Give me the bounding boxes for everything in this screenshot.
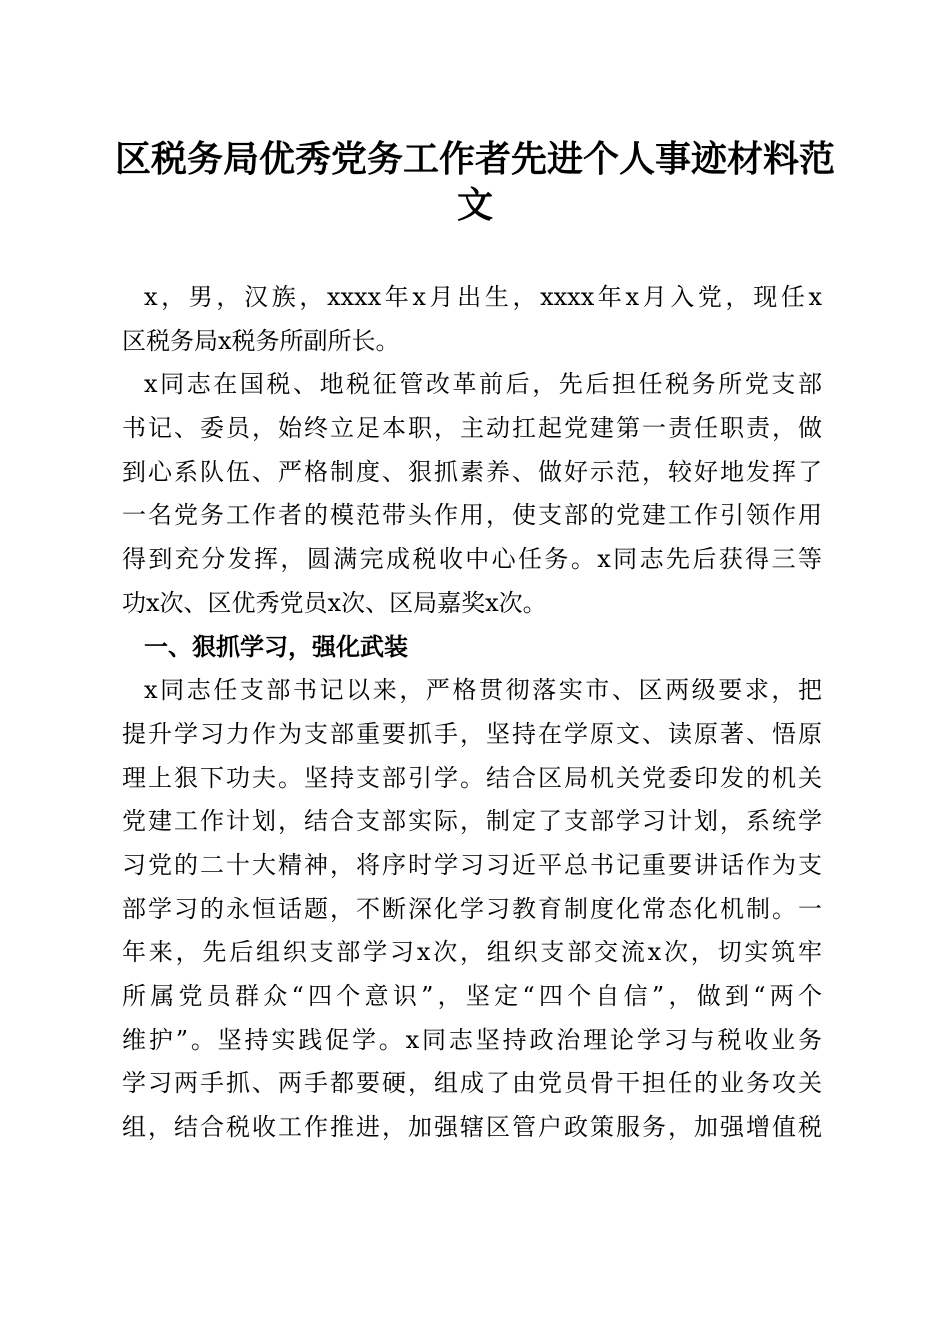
paragraph-line: x同志在国税、地税征管改革前后，先后担任税务所党支部 [144,370,822,399]
paragraph-line: 提升学习力作为支部重要抓手，坚持在学原文、读原著、悟原 [122,719,822,748]
paragraph-line: 一名党务工作者的模范带头作用，使支部的党建工作引领作用 [122,501,822,530]
paragraph-line: 书记、委员，始终立足本职，主动扛起党建第一责任职责，做 [122,414,822,443]
paragraph-line: 组，结合税收工作推进，加强辖区管户政策服务，加强增值税 [122,1113,822,1142]
paragraph-line: 年来，先后组织支部学习x次，组织支部交流x次，切实筑牢 [122,938,822,967]
paragraph-line: 维护”。坚持实践促学。x同志坚持政治理论学习与税收业务 [122,1025,822,1054]
paragraph-line: 区税务局x税务所副所长。 [122,326,400,355]
paragraph-line: x同志任支部书记以来，严格贯彻落实市、区两级要求，把 [144,676,822,705]
paragraph-line: 部学习的永恒话题，不断深化学习教育制度化常态化机制。一 [122,894,822,923]
title-line: 区税务局优秀党务工作者先进个人事迹材料范 [114,138,835,180]
paragraph-line: 功x次、区优秀党员x次、区局嘉奖x次。 [122,588,547,617]
paragraph-line: 习党的二十大精神，将序时学习习近平总书记重要讲话作为支 [122,850,822,879]
paragraph-line: 学习两手抓、两手都要硬，组成了由党员骨干担任的业务攻关 [122,1069,822,1098]
paragraph-line: 党建工作计划，结合支部实际，制定了支部学习计划，系统学 [122,807,822,836]
section-heading: 一、狠抓学习，强化武装 [144,632,408,661]
document-title [110,136,840,228]
title-line: 文 [456,184,493,226]
document-body [122,276,822,1150]
paragraph-line: 得到充分发挥，圆满完成税收中心任务。x同志先后获得三等 [122,545,822,574]
paragraph-line: 到心系队伍、严格制度、狠抓素养、做好示范，较好地发挥了 [122,457,822,486]
paragraph-line: 所属党员群众“四个意识”，坚定“四个自信”，做到“两个 [122,982,822,1010]
paragraph-line: x，男，汉族，xxxx年x月出生，xxxx年x月入党，现任x [144,283,822,311]
paragraph-line: 理上狠下功夫。坚持支部引学。结合区局机关党委印发的机关 [122,763,822,792]
